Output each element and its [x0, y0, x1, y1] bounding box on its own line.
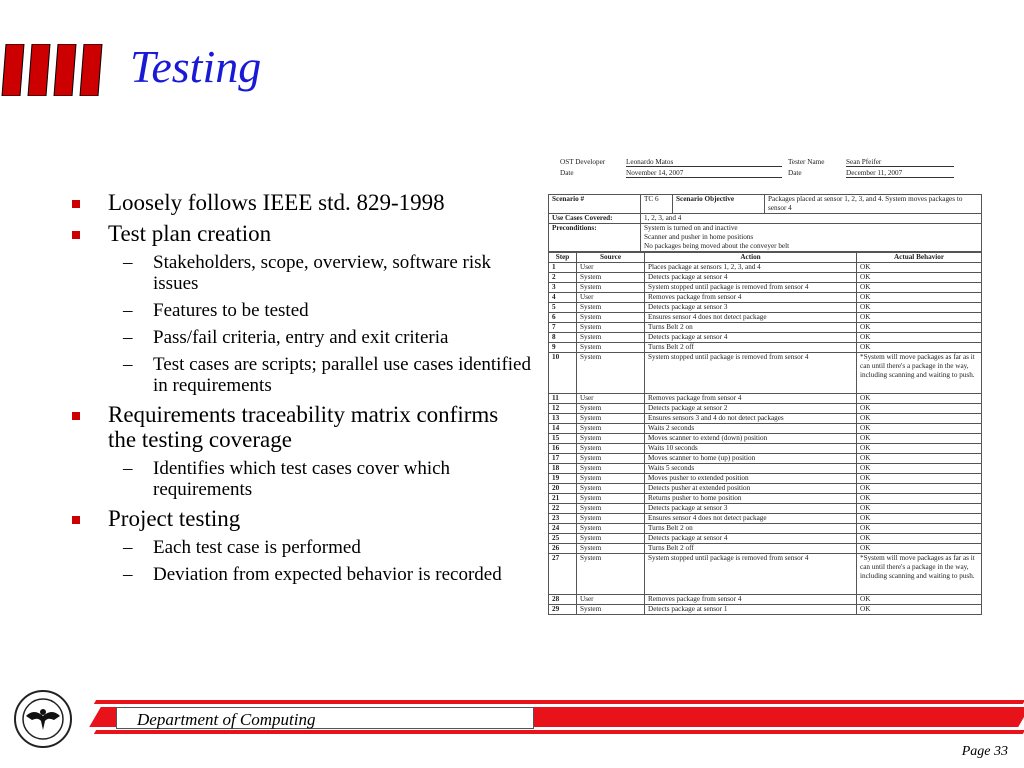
cell-source: System: [577, 464, 645, 474]
cell-behavior: OK: [857, 474, 982, 484]
cell-behavior: OK: [857, 394, 982, 404]
cell-step: 16: [549, 444, 577, 454]
cell-source: System: [577, 404, 645, 414]
cell-action: System stopped until package is removed from sensor 4: [645, 353, 857, 394]
cell-step: 1: [549, 263, 577, 273]
title-bars-decoration: [0, 44, 106, 96]
use-cases-label: Use Cases Covered:: [549, 214, 641, 224]
cell-behavior: OK: [857, 283, 982, 293]
cell-step: 6: [549, 313, 577, 323]
cell-behavior: OK: [857, 524, 982, 534]
test-case-document: [548, 158, 982, 632]
cell-behavior: OK: [857, 434, 982, 444]
date-left-value: November 14, 2007: [626, 169, 782, 178]
column-header: Source: [577, 253, 645, 263]
table-row: [549, 494, 982, 504]
cell-step: 2: [549, 273, 577, 283]
steps-table: [548, 252, 982, 615]
table-row: [549, 454, 982, 464]
cell-behavior: *System will move packages as far as it can until there's a package in the way, including scanning and waiting to push.: [857, 554, 982, 595]
table-row: [549, 353, 982, 394]
cell-action: System stopped until package is removed from sensor 4: [645, 554, 857, 595]
cell-source: System: [577, 303, 645, 313]
cell-source: User: [577, 595, 645, 605]
cell-action: Turns Belt 2 off: [645, 544, 857, 554]
bullet-item: Project testing: [72, 506, 532, 531]
cell-behavior: OK: [857, 333, 982, 343]
date-label-right: Date: [788, 169, 802, 177]
table-row: [549, 464, 982, 474]
cell-step: 27: [549, 554, 577, 595]
cell-behavior: OK: [857, 424, 982, 434]
cell-behavior: OK: [857, 323, 982, 333]
cell-source: System: [577, 313, 645, 323]
cell-step: 3: [549, 283, 577, 293]
cell-behavior: OK: [857, 263, 982, 273]
cell-step: 18: [549, 464, 577, 474]
cell-source: System: [577, 554, 645, 595]
cell-behavior: OK: [857, 293, 982, 303]
slide-title: Testing: [130, 41, 262, 92]
cell-source: System: [577, 534, 645, 544]
table-row: [549, 514, 982, 524]
cell-step: 4: [549, 293, 577, 303]
cell-step: 9: [549, 343, 577, 353]
cell-source: System: [577, 524, 645, 534]
table-row: [549, 534, 982, 544]
sub-bullet-item: – Test cases are scripts; parallel use cases identified in requirements: [72, 354, 532, 396]
cell-action: Detects package at sensor 2: [645, 404, 857, 414]
cell-action: Ensures sensors 3 and 4 do not detect packages: [645, 414, 857, 424]
sub-bullet-item: – Features to be tested: [72, 300, 532, 321]
preconditions-list: [641, 224, 982, 252]
cell-source: User: [577, 293, 645, 303]
scenario-label: Scenario #: [549, 195, 641, 214]
cell-source: User: [577, 263, 645, 273]
sub-bullet-item: – Identifies which test cases cover which requirements: [72, 458, 532, 500]
objective-label: Scenario Objective: [673, 195, 765, 214]
table-row: [549, 434, 982, 444]
cell-step: 5: [549, 303, 577, 313]
cell-source: System: [577, 514, 645, 524]
cell-behavior: OK: [857, 484, 982, 494]
table-row: [549, 293, 982, 303]
table-row: [549, 404, 982, 414]
cell-step: 15: [549, 434, 577, 444]
precondition-item: System is turned on and inactive: [644, 224, 738, 232]
table-row: [549, 504, 982, 514]
cell-step: 26: [549, 544, 577, 554]
cell-action: Detects package at sensor 4: [645, 273, 857, 283]
sub-bullet-item: – Stakeholders, scope, overview, software risk issues: [72, 252, 532, 294]
cell-behavior: OK: [857, 273, 982, 283]
cell-source: System: [577, 323, 645, 333]
cell-source: System: [577, 343, 645, 353]
table-row: [549, 444, 982, 454]
table-row: [549, 484, 982, 494]
cell-source: System: [577, 494, 645, 504]
cell-action: Detects pusher at extended position: [645, 484, 857, 494]
cell-source: System: [577, 454, 645, 464]
cell-behavior: *System will move packages as far as it can until there's a package in the way, including scanning and waiting to push.: [857, 353, 982, 394]
table-row: [549, 313, 982, 323]
date-right-value: December 11, 2007: [846, 169, 954, 178]
precondition-item: Scanner and pusher in home positions: [644, 233, 754, 241]
cell-step: 7: [549, 323, 577, 333]
ost-developer-label: OST Developer: [560, 158, 606, 166]
cell-behavior: OK: [857, 454, 982, 464]
bullet-item: Loosely follows IEEE std. 829-1998: [72, 190, 532, 215]
cell-source: System: [577, 283, 645, 293]
cell-source: System: [577, 474, 645, 484]
table-row: [549, 595, 982, 605]
table-row: [549, 263, 982, 273]
cell-action: Ensures sensor 4 does not detect package: [645, 514, 857, 524]
cell-action: Waits 10 seconds: [645, 444, 857, 454]
cell-source: System: [577, 353, 645, 394]
cell-source: System: [577, 544, 645, 554]
bullet-list: [72, 190, 532, 591]
cell-action: Turns Belt 2 off: [645, 343, 857, 353]
cell-action: Moves pusher to extended position: [645, 474, 857, 484]
preconditions-label: Preconditions:: [549, 224, 641, 252]
table-row: [549, 544, 982, 554]
cell-step: 8: [549, 333, 577, 343]
eagle-seal-icon: [14, 690, 72, 748]
cell-behavior: OK: [857, 534, 982, 544]
sub-bullet-item: – Pass/fail criteria, entry and exit criteria: [72, 327, 532, 348]
precondition-item: No packages being moved about the conveyer belt: [644, 242, 790, 250]
cell-action: Detects package at sensor 1: [645, 605, 857, 615]
date-label-left: Date: [560, 169, 574, 177]
cell-source: System: [577, 444, 645, 454]
cell-action: Returns pusher to home position: [645, 494, 857, 504]
cell-step: 29: [549, 605, 577, 615]
department-box: [116, 707, 534, 729]
scenario-value: TC 6: [641, 195, 673, 214]
page-number: Page 33: [961, 744, 1008, 759]
cell-action: Detects package at sensor 4: [645, 534, 857, 544]
table-row: [549, 333, 982, 343]
column-header: Action: [645, 253, 857, 263]
cell-behavior: OK: [857, 504, 982, 514]
bullet-item: Requirements traceability matrix confirms the testing coverage: [72, 402, 532, 452]
cell-step: 13: [549, 414, 577, 424]
cell-step: 20: [549, 484, 577, 494]
cell-source: System: [577, 333, 645, 343]
cell-behavior: OK: [857, 605, 982, 615]
cell-action: Waits 2 seconds: [645, 424, 857, 434]
cell-behavior: OK: [857, 343, 982, 353]
table-row: [549, 283, 982, 293]
cell-source: System: [577, 504, 645, 514]
cell-behavior: OK: [857, 595, 982, 605]
scenario-table: [548, 194, 982, 252]
cell-action: Places package at sensors 1, 2, 3, and 4: [645, 263, 857, 273]
table-row: [549, 303, 982, 313]
cell-step: 10: [549, 353, 577, 394]
cell-step: 25: [549, 534, 577, 544]
cell-step: 22: [549, 504, 577, 514]
cell-action: Removes package from sensor 4: [645, 595, 857, 605]
cell-action: Waits 5 seconds: [645, 464, 857, 474]
cell-action: System stopped until package is removed from sensor 4: [645, 283, 857, 293]
cell-source: User: [577, 394, 645, 404]
cell-step: 23: [549, 514, 577, 524]
table-row: [549, 554, 982, 595]
cell-source: System: [577, 605, 645, 615]
table-row: [549, 605, 982, 615]
cell-step: 12: [549, 404, 577, 414]
cell-step: 17: [549, 454, 577, 464]
table-row: [549, 524, 982, 534]
department-name: Department of Computing: [137, 710, 316, 729]
cell-action: Turns Belt 2 on: [645, 524, 857, 534]
cell-action: Moves scanner to extend (down) position: [645, 434, 857, 444]
column-header: Step: [549, 253, 577, 263]
tester-name-value: Sean Pfeifer: [846, 158, 954, 167]
cell-step: 11: [549, 394, 577, 404]
cell-step: 24: [549, 524, 577, 534]
table-row: [549, 424, 982, 434]
cell-source: System: [577, 434, 645, 444]
cell-source: System: [577, 484, 645, 494]
cell-behavior: OK: [857, 303, 982, 313]
cell-source: System: [577, 273, 645, 283]
cell-step: 19: [549, 474, 577, 484]
sub-bullet-item: – Deviation from expected behavior is recorded: [72, 564, 532, 585]
cell-action: Turns Belt 2 on: [645, 323, 857, 333]
cell-action: Removes package from sensor 4: [645, 394, 857, 404]
sub-bullet-item: – Each test case is performed: [72, 537, 532, 558]
table-row: [549, 474, 982, 484]
cell-action: Moves scanner to home (up) position: [645, 454, 857, 464]
cell-step: 14: [549, 424, 577, 434]
column-header: Actual Behavior: [857, 253, 982, 263]
cell-source: System: [577, 414, 645, 424]
cell-behavior: OK: [857, 514, 982, 524]
cell-action: Detects package at sensor 4: [645, 333, 857, 343]
cell-action: Removes package from sensor 4: [645, 293, 857, 303]
use-cases-value: 1, 2, 3, and 4: [641, 214, 982, 224]
table-row: [549, 323, 982, 333]
table-row: [549, 394, 982, 404]
cell-behavior: OK: [857, 544, 982, 554]
cell-step: 21: [549, 494, 577, 504]
ost-developer-value: Leonardo Matos: [626, 158, 782, 167]
cell-behavior: OK: [857, 444, 982, 454]
cell-action: Detects package at sensor 3: [645, 504, 857, 514]
table-row: [549, 273, 982, 283]
table-row: [549, 343, 982, 353]
cell-step: 28: [549, 595, 577, 605]
cell-behavior: OK: [857, 414, 982, 424]
cell-behavior: OK: [857, 464, 982, 474]
cell-action: Detects package at sensor 3: [645, 303, 857, 313]
cell-behavior: OK: [857, 404, 982, 414]
table-row: [549, 414, 982, 424]
tester-name-label: Tester Name: [788, 158, 825, 166]
cell-source: System: [577, 424, 645, 434]
cell-behavior: OK: [857, 313, 982, 323]
objective-value: Packages placed at sensor 1, 2, 3, and 4. System moves packages to sensor 4: [765, 195, 982, 214]
cell-behavior: OK: [857, 494, 982, 504]
bullet-item: Test plan creation: [72, 221, 532, 246]
cell-action: Ensures sensor 4 does not detect package: [645, 313, 857, 323]
